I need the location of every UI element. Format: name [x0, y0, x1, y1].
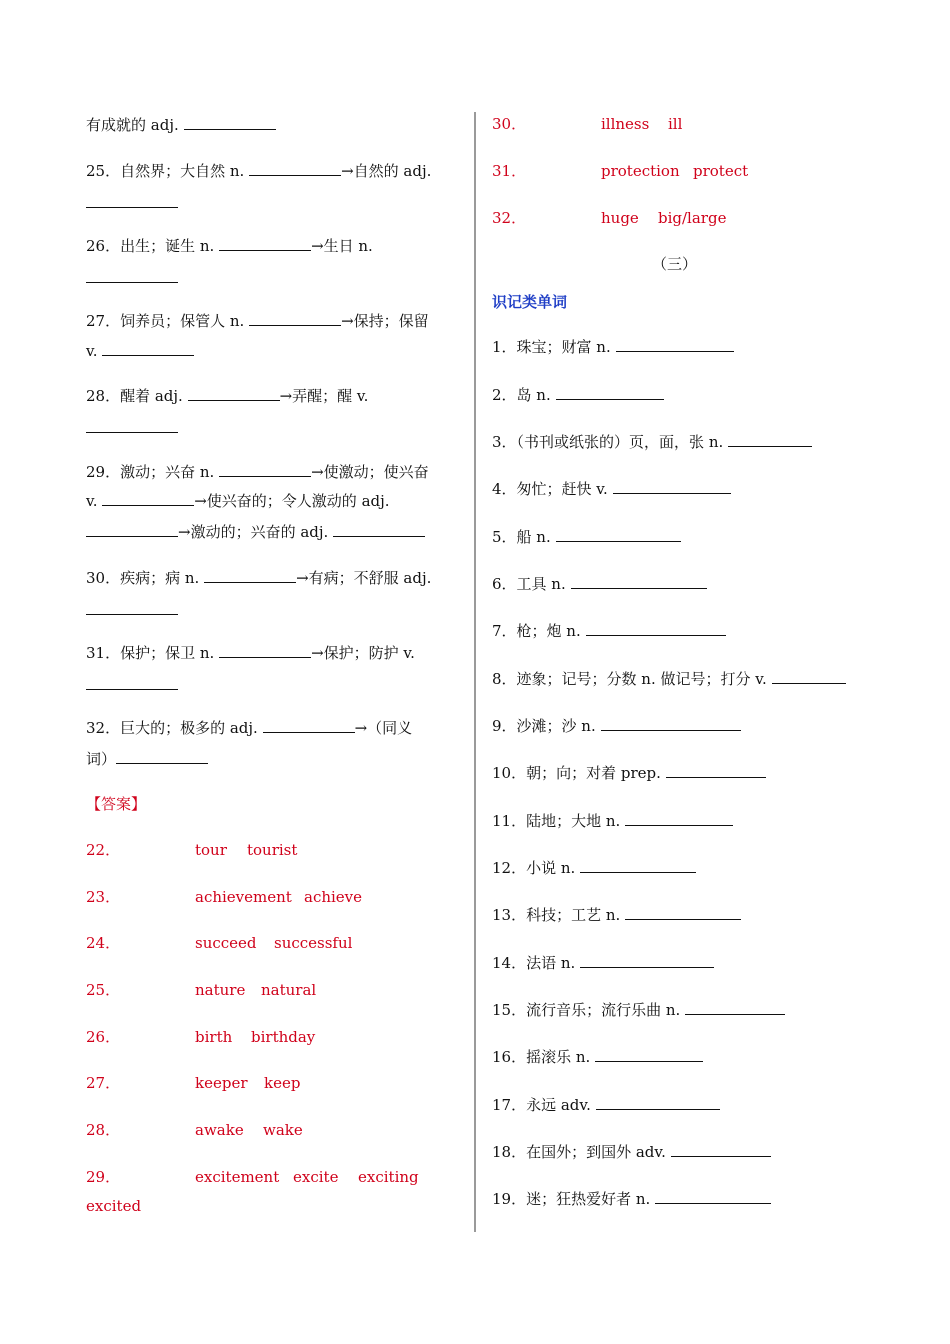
answer-blank[interactable]	[596, 1095, 720, 1110]
answer-row: 22． tour tourist	[86, 841, 298, 859]
answer-blank[interactable]	[772, 669, 846, 684]
answer-blank[interactable]	[586, 621, 726, 636]
question-30-line2	[86, 599, 178, 621]
answer-blank[interactable]	[86, 193, 178, 208]
answer-row: 32． huge big/large	[492, 209, 727, 227]
answer-blank[interactable]	[102, 491, 194, 506]
answer-blank[interactable]	[666, 763, 766, 778]
answer-blank[interactable]	[655, 1189, 771, 1204]
answer-blank[interactable]	[249, 311, 341, 326]
answer-blank[interactable]	[580, 953, 714, 968]
answer-blank[interactable]	[116, 749, 208, 764]
vocab-item: 6．工具 n.	[492, 573, 707, 595]
answer-blank[interactable]	[184, 115, 276, 130]
answer-blank[interactable]	[102, 341, 194, 356]
vocab-item: 15．流行音乐；流行乐曲 n.	[492, 999, 785, 1021]
answer-blank[interactable]	[556, 385, 664, 400]
question-31: 31．保护；保卫 n. →保护；防护 v.	[86, 644, 415, 662]
answer-row: 29． excitement excite exciting	[86, 1168, 419, 1186]
answer-header: 【答案】	[86, 795, 147, 813]
answer-blank[interactable]	[556, 527, 681, 542]
answer-row: 25． nature natural	[86, 981, 317, 999]
answer-blank[interactable]	[571, 574, 707, 589]
question-29-line2: v. →使兴奋的；令人激动的 adj.	[86, 492, 390, 510]
vocab-item: 7．枪；炮 n.	[492, 620, 726, 642]
vocab-item: 9．沙滩；沙 n.	[492, 715, 741, 737]
question-28: 28．醒着 adj. →弄醒；醒 v.	[86, 387, 369, 405]
answer-blank[interactable]	[595, 1047, 703, 1062]
question-26-line2	[86, 267, 178, 289]
answer-row: 31． protection protect	[492, 162, 749, 180]
answer-blank[interactable]	[580, 858, 696, 873]
question-26: 26．出生；诞生 n. →生日 n.	[86, 237, 373, 255]
question-27: 27．饲养员；保管人 n. →保持；保留	[86, 312, 429, 330]
answer-blank[interactable]	[86, 268, 178, 283]
question-29: 29．激动；兴奋 n. →使激动；使兴奋	[86, 463, 429, 481]
answer-blank[interactable]	[188, 386, 280, 401]
vocab-item: 1．珠宝；财富 n.	[492, 336, 734, 358]
vocab-item: 3．（书刊或纸张的）页，面，张 n.	[492, 431, 812, 453]
vocab-item: 19．迷；狂热爱好者 n.	[492, 1188, 771, 1210]
vocab-item: 5．船 n.	[492, 526, 681, 548]
question-32: 32．巨大的；极多的 adj. →（同义	[86, 719, 413, 737]
question-28-line2	[86, 417, 178, 439]
answer-row: 27． keeper keep	[86, 1074, 301, 1092]
answer-blank[interactable]	[249, 161, 341, 176]
vocab-item: 14．法语 n.	[492, 952, 714, 974]
question-32-line2: 词）	[86, 748, 208, 770]
vocab-item: 10．朝；向；对着 prep.	[492, 762, 766, 784]
answer-row: 26． birth birthday	[86, 1028, 316, 1046]
answer-blank[interactable]	[333, 522, 425, 537]
question-27-line2: v.	[86, 340, 194, 362]
answer-blank[interactable]	[86, 522, 178, 537]
answer-blank[interactable]	[219, 236, 311, 251]
answer-row: 24． succeed successful	[86, 934, 353, 952]
vocab-item: 2．岛 n.	[492, 384, 664, 406]
answer-row: 30． illness ill	[492, 115, 683, 133]
question-25-line2	[86, 192, 178, 214]
vocab-item: 4．匆忙；赶快 v.	[492, 478, 731, 500]
answer-blank[interactable]	[671, 1142, 771, 1157]
vocab-item: 17．永远 adv.	[492, 1094, 720, 1116]
answer-blank[interactable]	[86, 418, 178, 433]
answer-blank[interactable]	[625, 905, 741, 920]
vocab-item: 11．陆地；大地 n.	[492, 810, 733, 832]
answer-row: 23． achievement achieve	[86, 888, 363, 906]
question-31-line2	[86, 674, 178, 696]
vocab-item: 8．迹象；记号；分数 n. 做记号；打分 v.	[492, 668, 846, 690]
answer-blank[interactable]	[601, 716, 741, 731]
answer-blank[interactable]	[204, 568, 296, 583]
column-divider	[474, 112, 476, 1232]
section-heading: 识记类单词	[492, 293, 568, 311]
answer-blank[interactable]	[86, 600, 178, 615]
vocab-item: 12．小说 n.	[492, 857, 696, 879]
answer-blank[interactable]	[685, 1000, 785, 1015]
question-29-line3: →激动的；兴奋的 adj.	[86, 521, 425, 543]
answer-blank[interactable]	[219, 462, 311, 477]
answer-blank[interactable]	[613, 479, 731, 494]
question-24-tail: 有成就的 adj.	[86, 114, 276, 136]
answer-blank[interactable]	[625, 811, 733, 826]
answer-row-continued: excited	[86, 1197, 142, 1215]
answer-blank[interactable]	[616, 337, 734, 352]
answer-blank[interactable]	[263, 718, 355, 733]
answer-blank[interactable]	[86, 675, 178, 690]
answer-row: 28． awake wake	[86, 1121, 303, 1139]
answer-blank[interactable]	[219, 643, 311, 658]
vocab-item: 16．摇滚乐 n.	[492, 1046, 703, 1068]
question-25: 25．自然界；大自然 n. →自然的 adj.	[86, 162, 432, 180]
vocab-item: 18．在国外；到国外 adv.	[492, 1141, 771, 1163]
vocab-item: 13．科技；工艺 n.	[492, 904, 741, 926]
question-30: 30．疾病；病 n. →有病；不舒服 adj.	[86, 569, 432, 587]
answer-blank[interactable]	[728, 432, 812, 447]
